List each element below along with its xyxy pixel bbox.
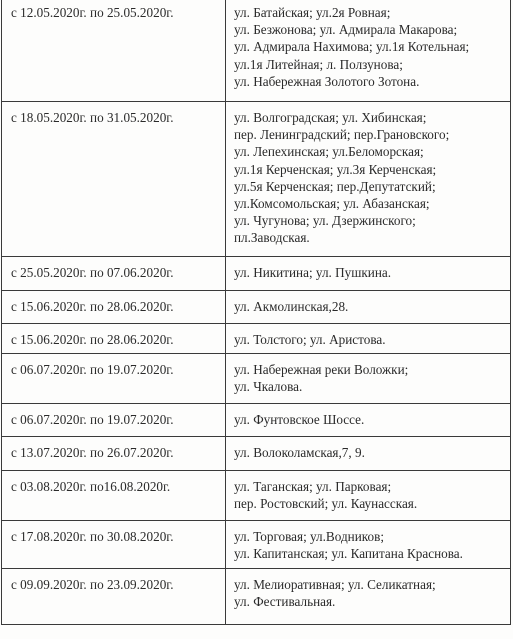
table-row [2,437,511,471]
street-line: ул. Мелиоративная; ул. Селикатная; [234,577,436,592]
table-row [2,354,511,404]
street-line: ул. Фестивальная. [234,594,336,610]
streets-cell [226,521,511,569]
period-cell: с 15.06.2020г. по 28.06.2020г. [2,324,226,354]
period-cell: с 18.05.2020г. по 31.05.2020г. [2,102,226,257]
street-line: ул. Торговая; ул.Водников; [234,529,384,544]
street-line: ул.5я Керченская; пер.Депутатский; [234,178,436,194]
table-row [2,257,511,291]
period-cell: с 17.08.2020г. по 30.08.2020г. [2,521,226,569]
table-row [2,102,511,257]
street-line: ул. Адмирала Нахимова; ул.1я Котельная; [234,39,470,55]
period-cell: с 13.07.2020г. по 26.07.2020г. [2,437,226,471]
street-line: ул. Фунтовское Шоссе. [234,412,365,427]
streets-cell [226,404,511,437]
table-row [2,324,511,354]
street-line: ул.Комсомольская; ул. Абазанская; [234,196,430,212]
period-cell: с 12.05.2020г. по 25.05.2020г. [2,0,226,102]
street-line: ул.1я Керченская; ул.3я Керченская; [234,161,437,177]
street-line: ул. Никитина; ул. Пушкина. [234,265,392,280]
streets-cell [226,102,511,257]
streets-cell [226,0,511,102]
street-line: ул. Чкалова. [234,379,303,395]
street-line: ул. Набережная Золотого Зотона. [234,73,420,89]
street-line: ул. Безжонова; ул. Адмирала Макарова; [234,22,458,38]
street-line: пер. Ростовский; ул. Каунасская. [234,496,418,512]
street-line: ул. Чугунова; ул. Дзержинского; [234,213,416,229]
streets-cell [226,569,511,625]
streets-cell [226,257,511,291]
street-line: ул. Батайская; ул.2я Ровная; [234,5,391,20]
period-cell: с 06.07.2020г. по 19.07.2020г. [2,404,226,437]
street-line: ул. Лепехинская; ул.Беломорская; [234,144,424,160]
street-line: ул. Волоколамская,7, 9. [234,445,365,460]
table-row [2,521,511,569]
period-cell: с 15.06.2020г. по 28.06.2020г. [2,291,226,324]
table-row [2,471,511,521]
streets-cell [226,354,511,404]
schedule-table-body [2,0,511,625]
table-row [2,291,511,324]
period-cell: с 06.07.2020г. по 19.07.2020г. [2,354,226,404]
street-line: пер. Ленинградский; пер.Грановского; [234,127,450,143]
street-line: ул.1я Литейная; л. Ползунова; [234,56,403,72]
street-line: ул. Толстого; ул. Аристова. [234,332,386,347]
period-cell: с 03.08.2020г. по16.08.2020г. [2,471,226,521]
street-line: ул. Набережная реки Воложки; [234,362,409,377]
schedule-table [1,0,511,625]
street-line: ул. Таганская; ул. Парковая; [234,479,392,494]
streets-cell [226,324,511,354]
streets-cell [226,437,511,471]
street-line: ул. Капитанская; ул. Капитана Краснова. [234,546,463,562]
period-cell: с 09.09.2020г. по 23.09.2020г. [2,569,226,625]
streets-cell [226,291,511,324]
period-cell: с 25.05.2020г. по 07.06.2020г. [2,257,226,291]
table-row [2,0,511,102]
street-line: ул. Волгоградская; ул. Хибинская; [234,110,427,125]
table-row [2,404,511,437]
street-line: ул. Акмолинская,28. [234,299,349,314]
streets-cell [226,471,511,521]
street-line: пл.Заводская. [234,230,310,246]
table-row [2,569,511,625]
